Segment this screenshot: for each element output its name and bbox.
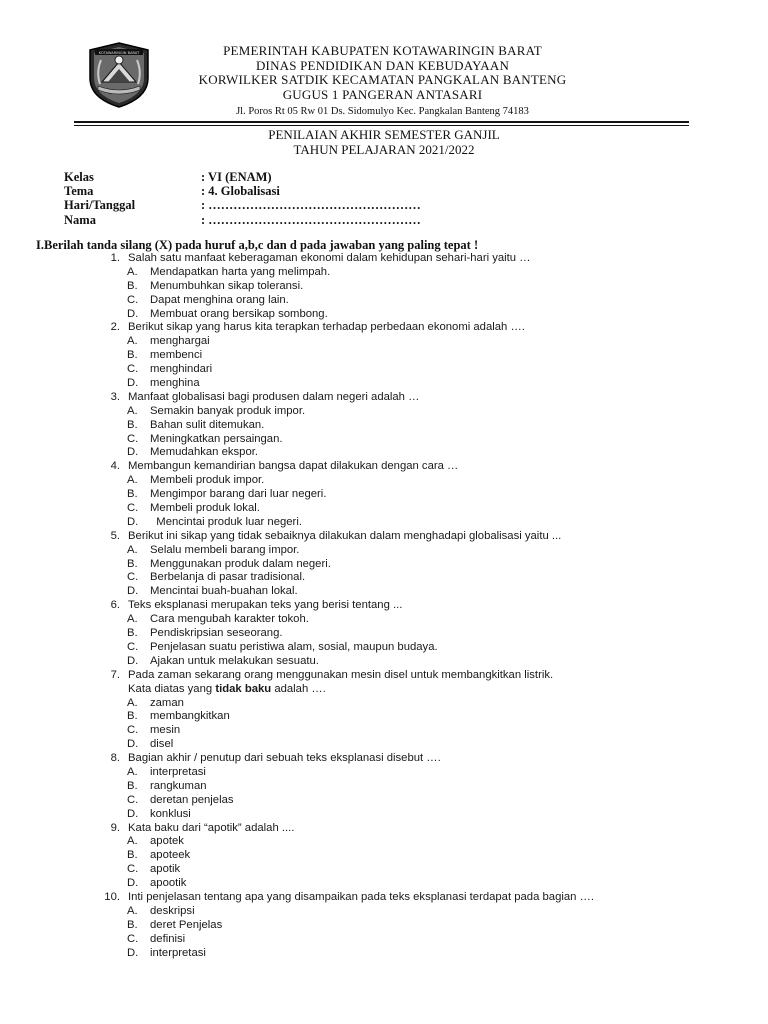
answer-option [0,655,768,669]
identity-value: : …………………………………………… [201,212,421,227]
option-text: apootik [150,877,187,890]
answer-option [0,849,768,863]
option-letter: D. [127,377,139,390]
letterhead-line-government: PEMERINTAH KABUPATEN KOTAWARINGIN BARAT [223,43,542,58]
option-text: Mendapatkan harta yang melimpah. [150,265,331,278]
answer-option [0,863,768,877]
answer-option [0,794,768,808]
answer-option [0,280,768,294]
question-item [0,391,768,405]
option-letter: B. [127,918,138,931]
option-letter: C. [127,571,139,584]
question-text: Membangun kemandirian bangsa dapat dilakukan dengan cara … [128,460,459,473]
identity-value: : …………………………………………… [201,198,421,213]
question-item [0,822,768,836]
question-item [0,891,768,905]
answer-option [0,835,768,849]
option-text: apotik [150,863,181,876]
question-number: 3. [110,390,120,403]
option-letter: C. [127,363,139,376]
identity-value: : 4. Globalisasi [201,184,280,199]
option-text: Penjelasan suatu peristiwa alam, sosial, maupun budaya. [150,640,438,653]
answer-option [0,710,768,724]
option-text: zaman [150,696,184,709]
question-item [0,321,768,335]
answer-option [0,724,768,738]
option-letter: B. [127,849,138,862]
option-text: menghargai [150,335,210,348]
option-letter: B. [127,279,138,292]
section-instruction: I.Berilah tanda silang (X) pada huruf a,b,c dan d pada jawaban yang paling tepat ! [36,238,479,252]
option-letter: B. [127,488,138,501]
answer-option [0,294,768,308]
answer-option [0,433,768,447]
option-text: Membeli produk impor. [150,474,265,487]
letterhead-text [170,44,595,118]
question-text: Kata baku dari “apotik” adalah .... [128,821,295,834]
answer-option [0,933,768,947]
option-letter: D. [127,654,139,667]
option-letter: A. [127,835,138,848]
answer-option [0,808,768,822]
answer-option [0,766,768,780]
option-letter: C. [127,293,139,306]
regency-emblem-icon [84,40,154,110]
option-text: Menggunakan produk dalam negeri. [150,557,331,570]
option-letter: A. [127,404,138,417]
option-letter: B. [127,779,138,792]
question-item [0,252,768,266]
answer-option [0,571,768,585]
option-text: Membeli produk lokal. [150,502,260,515]
question-list [0,252,768,960]
option-letter: C. [127,432,139,445]
letterhead-line-korwilker: KORWILKER SATDIK KECAMATAN PANGKALAN BANTENG [198,72,567,87]
question-number: 1. [110,252,120,264]
question-number: 9. [110,821,120,834]
option-letter: D. [127,307,139,320]
identity-label: Nama [64,212,96,227]
question-text: Berikut sikap yang harus kita terapkan terhadap perbedaan ekonomi adalah …. [128,321,525,334]
option-text: deret Penjelas [150,918,223,931]
question-text: Teks eksplanasi merupakan teks yang berisi tentang ... [128,599,403,612]
answer-option [0,697,768,711]
option-text: Mengimpor barang dari luar negeri. [150,488,327,501]
question-number: 8. [110,752,120,765]
exam-title [0,128,768,157]
identity-label: Tema [64,184,94,199]
option-letter: D. [127,446,139,459]
answer-option [0,780,768,794]
option-text: Berbelanja di pasar tradisional. [150,571,306,584]
option-letter: B. [127,710,138,723]
answer-option [0,613,768,627]
option-letter: A. [127,265,138,278]
option-letter: D. [127,946,139,959]
question-number: 2. [110,321,120,334]
letterhead-rule-thick [74,121,689,123]
option-text: interpretasi [150,765,206,778]
option-letter: B. [127,418,138,431]
letterhead-rule-thin [74,125,689,126]
option-letter: D. [127,585,139,598]
question-number: 5. [110,529,120,542]
option-letter: B. [127,349,138,362]
answer-option [0,335,768,349]
option-letter: C. [127,932,139,945]
option-text: apoteek [150,849,191,862]
question-text: Pada zaman sekarang orang menggunakan mesin disel untuk membangkitkan listrik. [128,668,554,681]
answer-option [0,641,768,655]
option-letter: A. [127,543,138,556]
option-letter: B. [127,627,138,640]
answer-option [0,905,768,919]
option-text: Dapat menghina orang lain. [150,293,289,306]
option-text: konklusi [150,807,191,820]
question-item [0,530,768,544]
answer-option [0,627,768,641]
option-text: Mencintai produk luar negeri. [150,515,302,528]
question-number: 7. [110,668,120,681]
option-text: Cara mengubah karakter tokoh. [150,613,309,626]
question-text: Bagian akhir / penutup dari sebuah teks eksplanasi disebut …. [128,752,441,765]
question-text: Manfaat globalisasi bagi produsen dalam negeri adalah … [128,390,420,403]
option-text: deretan penjelas [150,793,234,806]
question-subtext [128,683,326,697]
option-text: menghindari [150,363,213,376]
question-text: Berikut ini sikap yang tidak sebaiknya dilakukan dalam menghadapi globalisasi yaitu ... [128,529,562,542]
answer-option [0,516,768,530]
answer-option [0,446,768,460]
option-text: Mencintai buah-buahan lokal. [150,585,298,598]
answer-option [0,377,768,391]
option-text: Menumbuhkan sikap toleransi. [150,279,304,292]
option-letter: D. [127,877,139,890]
option-text: Membuat orang bersikap sombong. [150,307,328,320]
question-item [0,752,768,766]
emphasis-tidak-baku: tidak baku [215,682,272,695]
option-letter: C. [127,863,139,876]
svg-text:KOTAWARINGIN BARAT: KOTAWARINGIN BARAT [98,51,140,55]
answer-option [0,877,768,891]
answer-option [0,919,768,933]
option-text: interpretasi [150,946,206,959]
answer-option [0,947,768,961]
question-number: 6. [110,599,120,612]
option-letter: C. [127,502,139,515]
option-text: Selalu membeli barang impor. [150,543,300,556]
answer-option [0,419,768,433]
option-letter: A. [127,474,138,487]
question-text: Salah satu manfaat keberagaman ekonomi dalam kehidupan sehari-hari yaitu … [128,252,531,264]
answer-option [0,585,768,599]
identity-value: : VI (ENAM) [201,170,272,184]
answer-option [0,558,768,572]
option-letter: D. [127,515,139,528]
question-item [0,460,768,474]
identity-label: Hari/Tanggal [64,198,136,213]
exam-title-line1: PENILAIAN AKHIR SEMESTER GANJIL [268,127,500,142]
answer-option [0,544,768,558]
question-item [0,669,768,683]
question-text-continuation [0,683,768,697]
option-text: Pendiskripsian seseorang. [150,627,283,640]
exam-title-line2: TAHUN PELAJARAN 2021/2022 [293,141,475,157]
option-text: Ajakan untuk melakukan sesuatu. [150,654,319,667]
option-text: apotek [150,835,184,848]
question-number: 4. [110,460,120,473]
option-text: membenci [150,349,203,362]
letterhead [0,0,768,125]
option-letter: A. [127,613,138,626]
option-text: deskripsi [150,904,195,917]
letterhead-address: Jl. Poros Rt 05 Rw 01 Ds. Sidomulyo Kec. Pangkalan Banteng 74183 [236,106,529,117]
answer-option [0,738,768,752]
question-number: 10. [104,890,120,903]
option-text: mesin [150,724,181,737]
option-letter: A. [127,904,138,917]
answer-option [0,363,768,377]
letterhead-line-gugus: GUGUS 1 PANGERAN ANTASARI [282,86,483,102]
option-text: rangkuman [150,779,207,792]
identity-label: Kelas [64,170,94,184]
option-text: Memudahkan ekspor. [150,446,259,459]
option-letter: D. [127,738,139,751]
option-letter: C. [127,793,139,806]
option-letter: C. [127,724,139,737]
answer-option [0,308,768,322]
option-letter: D. [127,807,139,820]
answer-option [0,488,768,502]
option-letter: A. [127,696,138,709]
question-subtext-post: adalah …. [271,682,326,695]
answer-option [0,502,768,516]
option-letter: A. [127,335,138,348]
answer-option [0,349,768,363]
option-text: Meningkatkan persaingan. [150,432,283,445]
option-letter: A. [127,765,138,778]
option-text: Semakin banyak produk impor. [150,404,306,417]
option-text: Bahan sulit ditemukan. [150,418,265,431]
letterhead-line-department: DINAS PENDIDIKAN DAN KEBUDAYAAN [255,57,510,73]
option-text: menghina [150,377,200,390]
question-subtext-pre: Kata diatas yang [128,682,216,695]
question-text: Inti penjelasan tentang apa yang disampaikan pada teks eksplanasi terdapat pada bagian …. [128,890,595,903]
question-item [0,599,768,613]
option-text: definisi [150,932,186,945]
option-letter: B. [127,557,138,570]
option-text: disel [150,738,174,751]
option-text: membangkitkan [150,710,230,723]
answer-option [0,474,768,488]
answer-option [0,266,768,280]
option-letter: C. [127,640,139,653]
answer-option [0,405,768,419]
